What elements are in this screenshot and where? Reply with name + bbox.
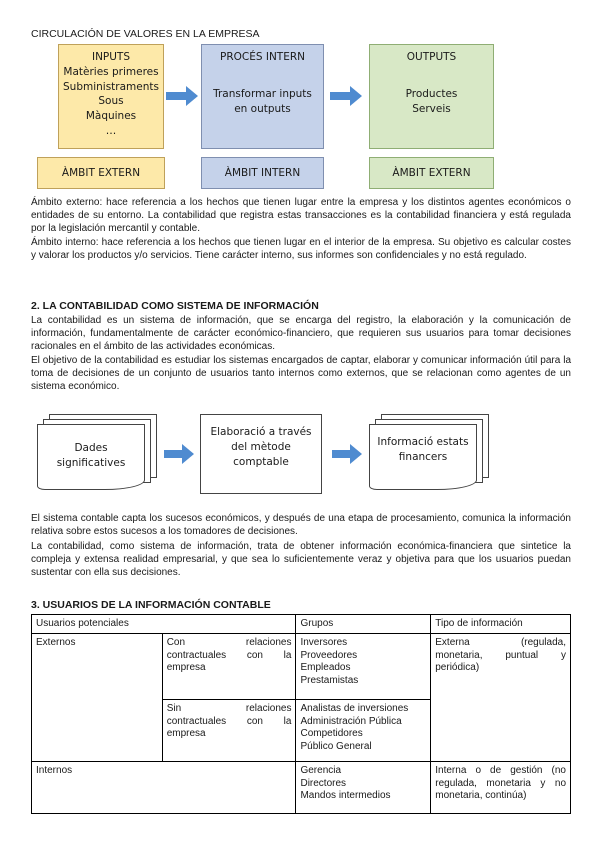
- table-row: [32, 634, 571, 700]
- arrow-right-icon: [166, 86, 200, 106]
- internos-cell: Internos: [32, 762, 296, 814]
- inputs-box: [58, 44, 164, 149]
- inputs-item: …: [105, 124, 117, 137]
- data-document-box: [37, 424, 145, 490]
- header-cell: Tipo de información: [431, 615, 571, 634]
- header-cell: Grupos: [296, 615, 431, 634]
- cell-line: Directores: [300, 777, 347, 789]
- elaboracio-label: comptable: [233, 455, 289, 468]
- ambito-interno-paragraph: Ámbito interno: hace referencia a los hechos que tienen lugar en el interior de la empresa. Su objetivo es calcular costes y valorar los productos y/o servicios. Tiene carácter interno, sus informes son confidenciales y no está regulado.: [31, 237, 571, 262]
- data-label: Dades: [74, 442, 108, 454]
- cell-line: Prestamistas: [300, 674, 359, 686]
- externos-cell: Externos: [32, 634, 163, 762]
- cell-line: contractuales con la: [166, 649, 292, 661]
- header-cell: Usuarios potenciales: [32, 615, 296, 634]
- elaboracio-label: Elaboració a través: [210, 426, 312, 438]
- data-label: significatives: [56, 456, 126, 469]
- cell-line: regulada, monetaria y no: [435, 777, 566, 789]
- inputs-item: Matèries primeres: [63, 65, 159, 78]
- ambit-extern-label: ÀMBIT EXTERN: [392, 167, 471, 179]
- cell-line: Inversores: [300, 637, 348, 649]
- arrow-right-icon: [332, 444, 364, 464]
- cell-line: empresa: [166, 662, 206, 674]
- cell-line: Público General: [300, 740, 372, 752]
- outputs-item: Serveis: [412, 102, 451, 115]
- arrow-right-icon: [330, 86, 364, 106]
- con-relaciones-cell: [162, 634, 296, 700]
- section2-title: 2. LA CONTABILIDAD COMO SISTEMA DE INFORMACIÓN: [31, 300, 319, 312]
- tipo-interna-cell: [431, 762, 571, 814]
- cell-line: Competidores: [300, 728, 363, 740]
- table-row: [32, 615, 571, 634]
- table-row: [32, 762, 571, 814]
- cell-line: Gerencia: [300, 765, 342, 777]
- cell-line: Externa (regulada,: [435, 637, 566, 649]
- intern-title: PROCÉS INTERN: [219, 51, 305, 63]
- grupos-sin-cell: [296, 700, 431, 762]
- cell-line: Mandos intermedios: [300, 790, 391, 802]
- flow-title: CIRCULACIÓN DE VALORES EN LA EMPRESA: [31, 28, 260, 40]
- section2-paragraph: El sistema contable capta los sucesos económicos, y después de una etapa de procesamiento, comunica la información relativa sobre estos sucesos a los tomadores de decisiones.: [31, 513, 571, 538]
- elaboracio-label: del mètode: [231, 440, 291, 453]
- sin-relaciones-cell: [162, 700, 296, 762]
- outputs-box: [369, 44, 494, 149]
- cell-line: Empleados: [300, 662, 351, 674]
- cell-line: monetaria, continúa): [435, 790, 527, 802]
- informacio-document-box: [369, 424, 477, 490]
- ambit-intern-box: [201, 157, 324, 189]
- cell-line: Con relaciones: [166, 637, 292, 649]
- cell-line: empresa: [166, 728, 206, 740]
- outputs-item: Productes: [405, 87, 458, 100]
- inputs-item: Sous: [98, 95, 124, 108]
- section2-paragraph: La contabilidad, como sistema de información, trata de obtener información económica-financiera que sintetice la compleja y extensa realidad empresarial, y que sea lo suficientemente veraz y objetiva para que los usuarios puedan sustentar con ella sus decisiones.: [31, 541, 571, 579]
- ambit-extern-box: [369, 157, 494, 189]
- ambito-externo-paragraph: Ámbito externo: hace referencia a los hechos que tienen lugar entre la empresa y los distintos agentes económicos o entidades de su entorno. La contabilidad que registra estas transacciones es la contabilidad financiera y está regulada por la legislación mercantil y contable.: [31, 197, 571, 235]
- cell-line: periódica): [435, 662, 480, 674]
- section2-paragraph: El objetivo de la contabilidad es estudiar los sistemas encargados de captar, elaborar y comunicar información útil para la toma de decisiones de un conjunto de usuarios tanto internos como externos, que se relacionan como agentes de un sistema económico.: [31, 355, 571, 393]
- cell-line: Administración Pública: [300, 715, 402, 727]
- ambit-extern-label: ÀMBIT EXTERN: [61, 167, 141, 179]
- inputs-item: Subministraments: [63, 80, 159, 93]
- inputs-item: Màquines: [85, 110, 137, 123]
- cell-line: Sin relaciones: [166, 703, 292, 715]
- section2-paragraph: La contabilidad es un sistema de información, que se encarga del registro, la elaboración y la comunicación de información, fundamentalmente de carácter económico-financiero, que requieren sus usuarios para tomar decisiones racionales en el ámbito de las actividades económicas.: [31, 315, 571, 353]
- intern-box: [201, 44, 324, 149]
- cell-line: Proveedores: [300, 649, 358, 661]
- cell-line: Interna o de gestión (no: [435, 765, 566, 777]
- intern-item: en outputs: [234, 102, 291, 115]
- intern-item: Transformar inputs: [213, 87, 312, 100]
- inputs-title: INPUTS: [91, 51, 131, 63]
- cell-line: monetaria, puntual y: [435, 649, 566, 661]
- grupos-internos-cell: [296, 762, 431, 814]
- grupos-con-cell: [296, 634, 431, 700]
- arrow-right-icon: [164, 444, 196, 464]
- elaboracio-box: [200, 414, 322, 494]
- ambit-intern-label: ÀMBIT INTERN: [224, 167, 301, 179]
- ambit-extern-box: [37, 157, 165, 189]
- cell-line: contractuales con la: [166, 715, 292, 727]
- users-table: [31, 614, 571, 814]
- tipo-externa-cell: [431, 634, 571, 762]
- cell-line: Analistas de inversiones: [300, 703, 409, 715]
- informacio-label: Informació estats: [377, 436, 469, 448]
- outputs-title: OUTPUTS: [406, 51, 457, 63]
- section3-title: 3. USUARIOS DE LA INFORMACIÓN CONTABLE: [31, 599, 271, 611]
- informacio-label: financers: [398, 450, 448, 463]
